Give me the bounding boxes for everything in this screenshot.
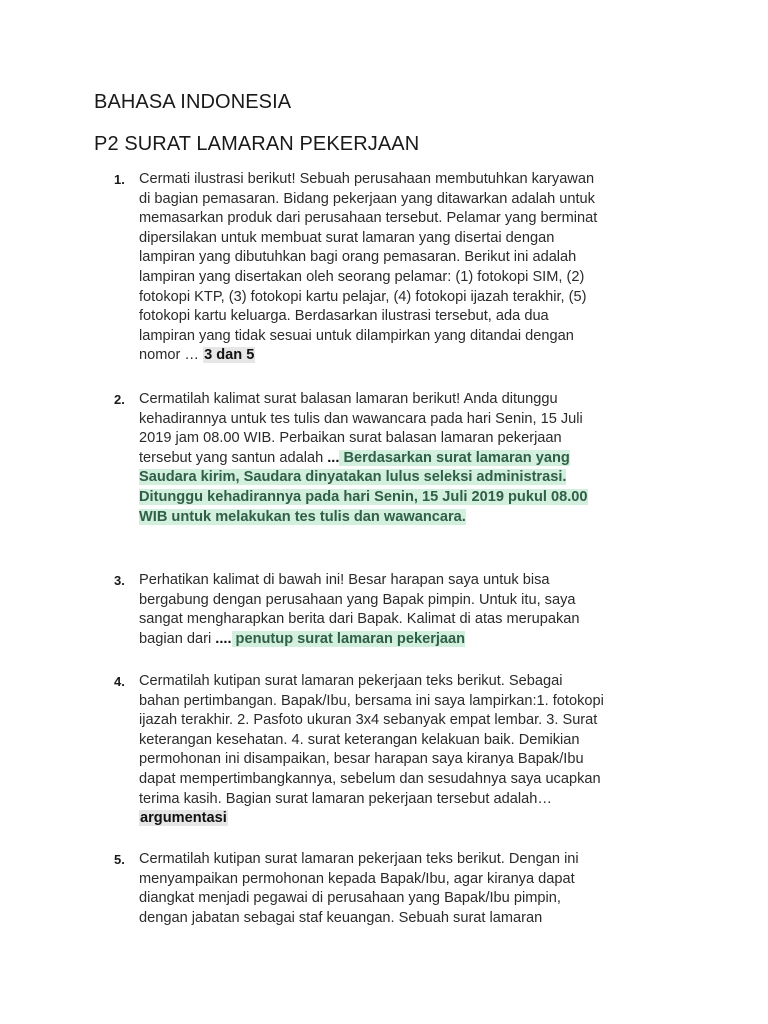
- answer-highlight: Berdasarkan surat lamaran yang: [339, 449, 570, 466]
- document-title: BAHASA INDONESIA: [94, 91, 292, 113]
- question-4: [114, 672, 654, 829]
- question-line: lampiran yang disertakan oleh seorang pelamar: (1) fotokopi SIM, (2): [139, 268, 585, 285]
- question-line: [139, 449, 654, 469]
- question-line: keterangan kesehatan. 4. surat keterangan kelakuan baik. Demikian: [139, 731, 580, 748]
- question-line: diangkat menjadi pegawai di perusahaan yang Bapak/Ibu pimpin,: [139, 890, 561, 907]
- question-line: Cermatilah kutipan surat lamaran pekerjaan teks berikut. Dengan ini: [139, 851, 579, 867]
- question-line: dipersilakan untuk membuat surat lamaran yang disertai dengan: [139, 229, 555, 246]
- question-line: terima kasih. Bagian surat lamaran pekerjaan tersebut adalah…: [139, 790, 552, 807]
- question-line: bergabung dengan perusahaan yang Bapak pimpin. Untuk itu, saya: [139, 591, 576, 608]
- answer-highlight: penutup surat lamaran pekerjaan: [231, 630, 466, 647]
- answer-highlight: Ditunggu kehadirannya pada hari Senin, 15 Juli 2019 pukul 08.00: [139, 488, 588, 505]
- question-line: Perhatikan kalimat di bawah ini! Besar harapan saya untuk bisa: [139, 572, 550, 588]
- question-line: menyampaikan permohonan kepada Bapak/Ibu, agar kiranya dapat: [139, 870, 575, 887]
- document-subtitle: P2 SURAT LAMARAN PEKERJAAN: [94, 133, 420, 155]
- question-line: bahan pertimbangan. Bapak/Ibu, bersama ini saya lampirkan:1. fotokopi: [139, 692, 604, 709]
- question-number: 2.: [114, 392, 125, 407]
- ellipsis: ....: [215, 630, 232, 647]
- question-line: 2019 jam 08.00 WIB. Perbaikan surat balasan lamaran pekerjaan: [139, 430, 562, 447]
- question-5: [114, 850, 654, 928]
- question-line: [139, 346, 654, 366]
- question-line: [139, 508, 654, 528]
- ellipsis: ...: [327, 449, 340, 466]
- question-line: dengan jabatan sebagai staf keuangan. Sebuah surat lamaran: [139, 909, 543, 926]
- question-line: di bagian pemasaran. Bidang pekerjaan yang ditawarkan adalah untuk: [139, 190, 595, 207]
- question-1: [114, 170, 654, 366]
- question-line: [139, 468, 654, 488]
- question-text: bagian dari: [139, 630, 216, 647]
- question-line: sangat mengharapkan berita dari Bapak. Kalimat di atas merupakan: [139, 611, 580, 628]
- question-line: Cermatilah kalimat surat balasan lamaran berikut! Anda ditunggu: [139, 391, 558, 407]
- question-line: Cermatilah kutipan surat lamaran pekerjaan teks berikut. Sebagai: [139, 673, 563, 689]
- question-text: tersebut yang santun adalah: [139, 449, 328, 466]
- question-line: kehadirannya untuk tes tulis dan wawancara pada hari Senin, 15 Juli: [139, 410, 583, 427]
- question-number: 5.: [114, 852, 125, 867]
- question-line: lampiran yang dibutuhkan bagi orang pemasaran. Berikut ini adalah: [139, 249, 577, 266]
- question-number: 4.: [114, 674, 125, 689]
- question-line: fotokopi KTP, (3) fotokopi kartu pelajar, (4) fotokopi ijazah terakhir, (5): [139, 288, 587, 305]
- question-line: [139, 630, 654, 650]
- question-line: [139, 809, 654, 829]
- question-line: memasarkan produk dari perusahaan tersebut. Pelamar yang berminat: [139, 210, 598, 227]
- question-line: permohonan ini disampaikan, besar harapan saya kiranya Bapak/Ibu: [139, 751, 584, 768]
- question-text: nomor …: [139, 347, 204, 364]
- question-line: ijazah terakhir. 2. Pasfoto ukuran 3x4 sebanyak empat lembar. 3. Surat: [139, 712, 598, 729]
- answer-highlight: WIB untuk melakukan tes tulis dan wawancara.: [139, 508, 466, 525]
- answer-highlight: argumentasi: [140, 810, 227, 827]
- question-line: dapat mempertimbangkannya, sebelum dan sesudahnya saya ucapkan: [139, 770, 601, 787]
- question-line: Cermati ilustrasi berikut! Sebuah perusahaan membutuhkan karyawan: [139, 171, 595, 187]
- question-number: 3.: [114, 573, 125, 588]
- question-3: [114, 571, 654, 649]
- question-number: 1.: [114, 172, 125, 187]
- question-line: lampiran yang tidak sesuai untuk dilampirkan yang ditandai dengan: [139, 327, 574, 344]
- answer-highlight: 3 dan 5: [204, 347, 255, 364]
- question-line: fotokopi kartu keluarga. Berdasarkan ilustrasi tersebut, ada dua: [139, 308, 549, 325]
- question-2: [114, 390, 654, 527]
- answer-highlight: Saudara kirim, Saudara dinyatakan lulus seleksi administrasi.: [139, 469, 567, 486]
- question-line: [139, 488, 654, 508]
